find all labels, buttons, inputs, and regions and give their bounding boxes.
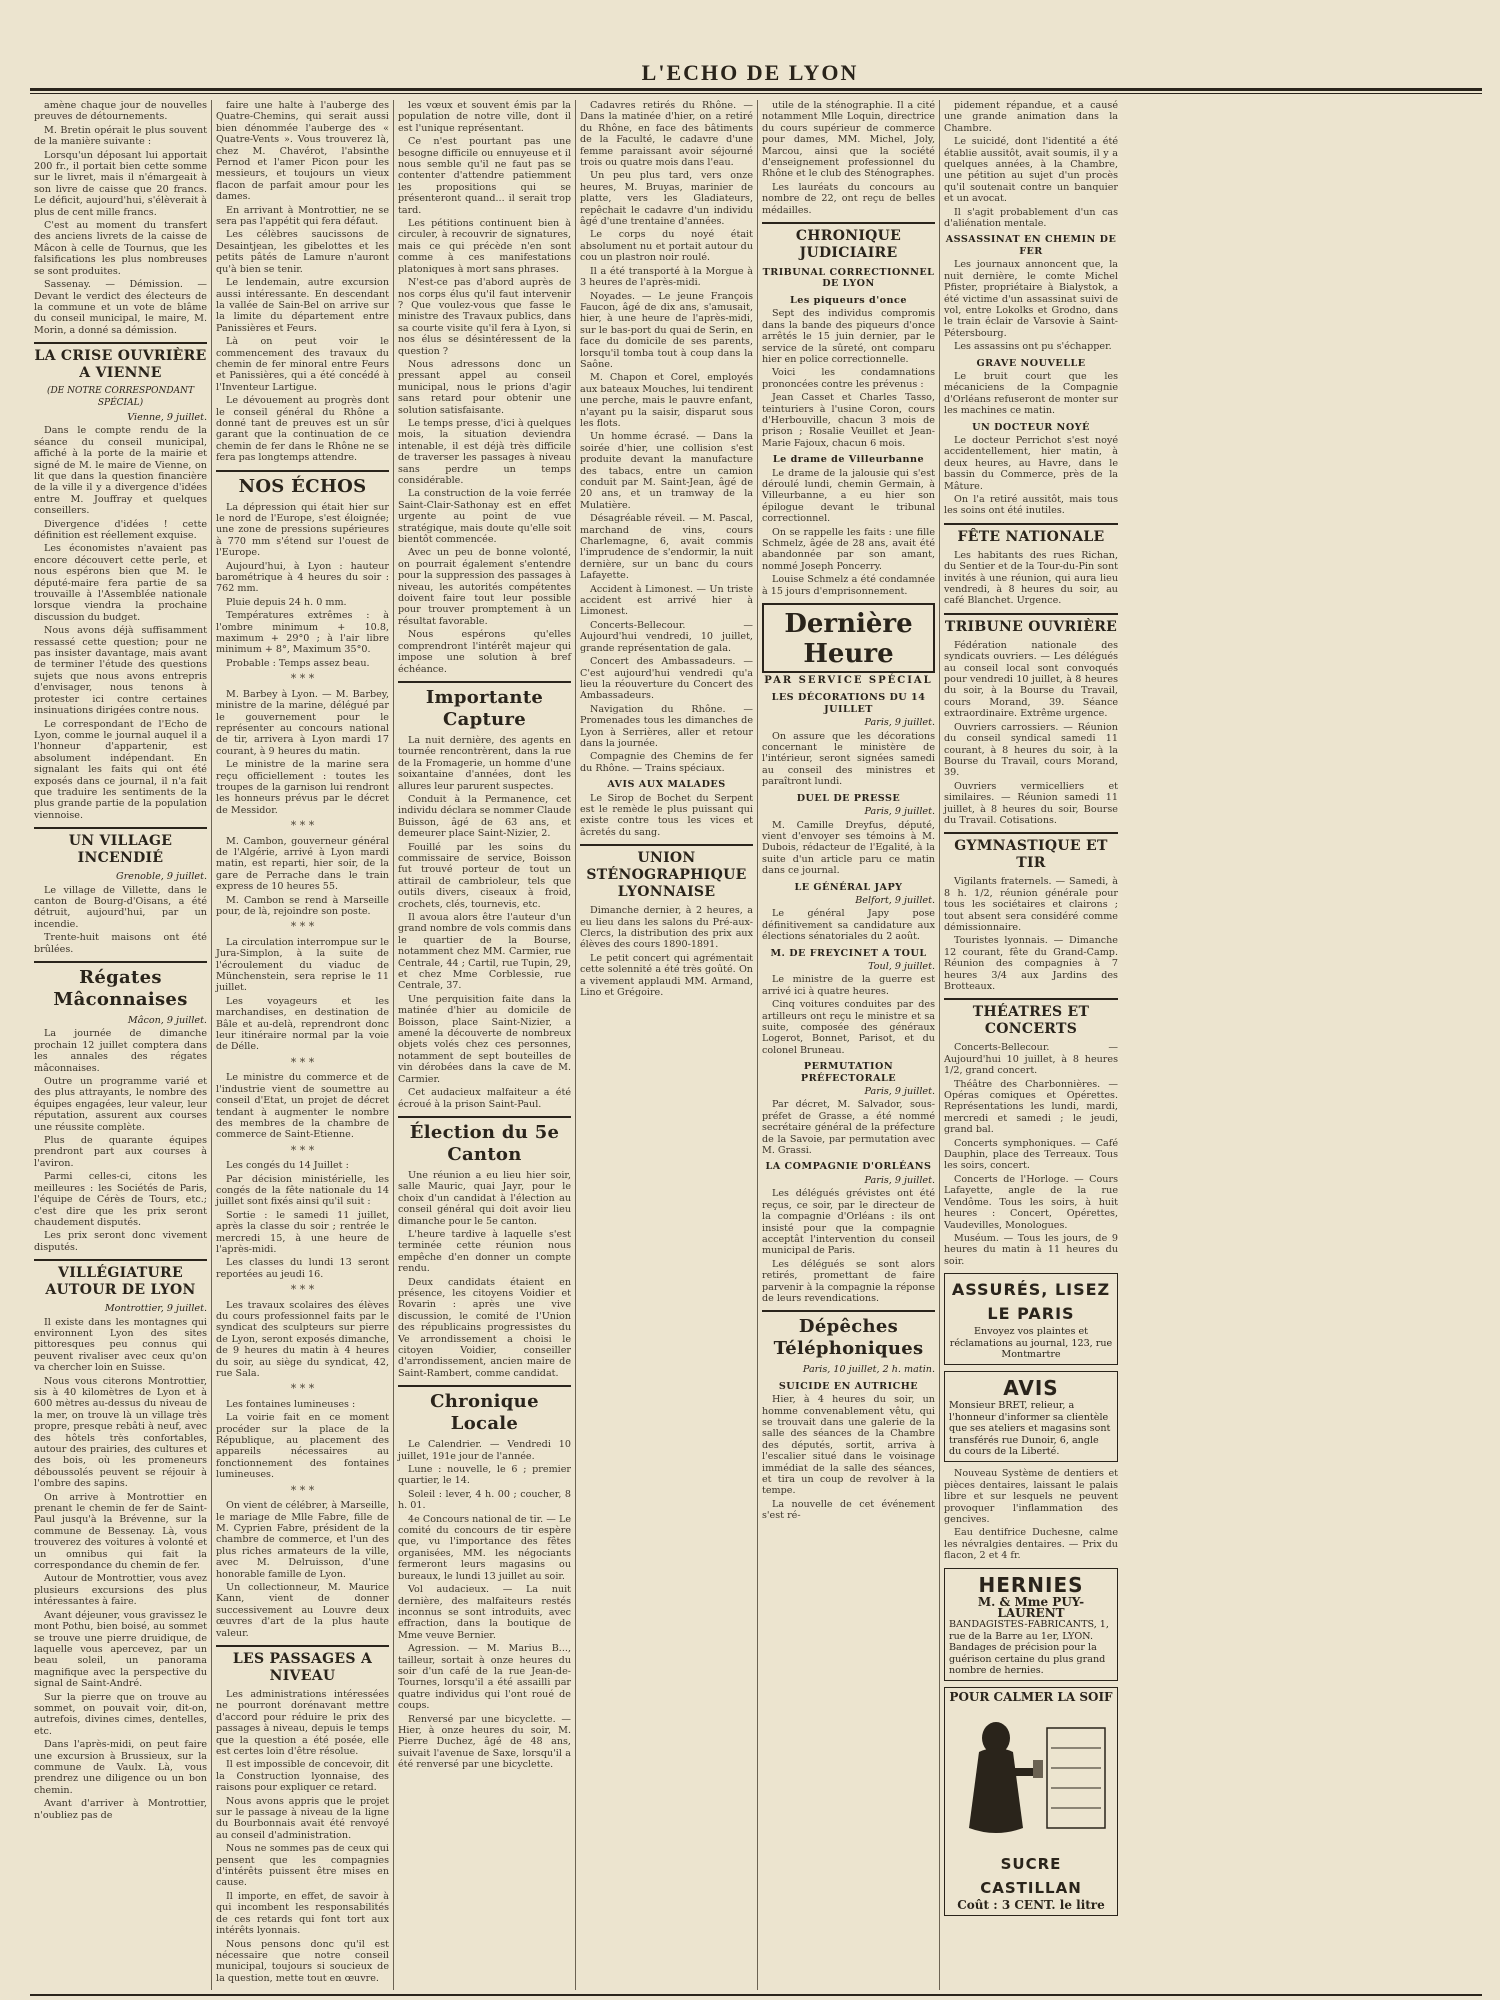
article-text: Un peu plus tard, vers onze heures, M. Bruyas, marinier de platte, vers les Gladiateurs, repêchait le cadavre d'un individu âgé d'une trentaine d'années.: [580, 170, 753, 228]
article-text: Une perquisition faite dans la matinée d'hier au domicile de Boisson, place Saint-Nizier, a amené la découverte de nombreux objets volés chez ces personnes, notamment de sept bouteilles de vin dérobées dans la cave de M. Carmier.: [398, 993, 571, 1085]
article-text: Un homme écrasé. — Dans la soirée d'hier, une collision s'est produite devant la manufacture des tabacs, entre un camion conduit par M. Saint-Jean, âgé de 20 ans, et un tramway de la Mulatière.: [580, 431, 753, 511]
article-text: Il importe, en effet, de savoir à qui incombent les responsabilités de ces retards qui font tort aux intérêts lyonnais.: [216, 1890, 389, 1937]
headline-tribune-ouvriere: TRIBUNE OUVRIÈRE: [944, 613, 1118, 636]
article-text: La voirie fait en ce moment procéder sur la place de la République, au placement des appareils nécessaires au fonctionnement des fontaines lumineuses.: [216, 1412, 389, 1481]
article-text: On vient de célébrer, à Marseille, le mariage de Mlle Fabre, fille de M. Cyprien Fabre, président de la chambre de commerce, et l'un des plus riches armateurs de la ville, avec M. Delruisson, d'une honorable famille de Lyon.: [216, 1500, 389, 1580]
article-text: Les administrations intéressées ne pourront dorénavant mettre d'accord pour réduire le prix des passages à niveau, depuis le temps que la question a été posée, elle est certes loin d'être résolue.: [216, 1688, 389, 1757]
article-text: Il a été transporté à la Morgue à 3 heures de l'après-midi.: [580, 265, 753, 289]
dateline: Paris, 9 juillet.: [864, 1174, 935, 1186]
ad-text: Monsieur BRET, relieur, a l'honneur d'informer sa clientèle que ses ateliers et magasins sont transférés rue Dunoir, 6, angle du cours de la Liberté.: [949, 1400, 1111, 1457]
article-text: Conduit à la Permanence, cet individu déclara se nommer Claude Buisson, âgé de 63 ans, et demeurer place Saint-Nizier, 2.: [398, 793, 571, 840]
headline-villegiature: VILLÉGIATURE AUTOUR DE LYON: [34, 1259, 207, 1299]
article-text: Nous avons déjà suffisamment ressassé cette question; pour ne pas insister davantage, mais avant de terminer l'étude des questions sujets que nous avons entrepris d'envisager, nous tenons à protester ici contre certaines insinuations dirigées contre nous.: [34, 625, 207, 717]
article-text: C'est au moment du transfert des anciens livrets de la caisse de Mâcon à celle de Tournus, que les falsifications les plus nombreuses se sont produites.: [34, 220, 207, 277]
article-text: Sortie : le samedi 11 juillet, après la classe du soir ; rentrée le mercredi 15, à une heure de l'après-midi.: [216, 1209, 389, 1255]
dateline: Mâcon, 9 juillet.: [127, 1015, 207, 1026]
article-text: Concerts symphoniques. — Café Dauphin, place des Terreaux. Tous les soirs, concert.: [944, 1137, 1118, 1172]
article-text: On l'a retiré aussitôt, mais tous les soins ont été inutiles.: [944, 494, 1118, 517]
headline-gymnastique-tir: GYMNASTIQUE ET TIR: [944, 832, 1118, 872]
column-5: [758, 100, 940, 1990]
article-text: Concert des Ambassadeurs. — C'est aujourd'hui vendredi qu'a lieu la réouverture du Concert des Ambassadeurs.: [580, 656, 753, 702]
page-bottom-rule: [30, 1994, 1482, 1996]
article-text: les vœux et souvent émis par la population de notre ville, dont il est l'unique représentant.: [398, 100, 571, 134]
article-text: Divergence d'idées ! cette définition est réellement exquise.: [34, 518, 207, 541]
article-text: Lune : nouvelle, le 6 ; premier quartier, le 14.: [398, 1464, 571, 1487]
article-text: Nous pensons donc qu'il est nécessaire que notre conseil municipal, toujours si soucieux de la question, mette tout en œuvre.: [216, 1938, 389, 1984]
dateline: Paris, 9 juillet.: [864, 717, 935, 729]
page-columns: [30, 100, 1484, 1990]
article-text: Agression. — M. Marius B..., tailleur, sortait à onze heures du soir d'un café de la rue Jean-de-Tournes, lorsqu'il a été assailli par quatre individus qui l'ont roué de coups.: [398, 1643, 571, 1712]
article-text: Lorsqu'un déposant lui apportait 200 fr., il portait bien cette somme sur le livret, mais il n'émargeait à son livre de caisse que 20 francs. Le déficit, aujourd'hui, s'élèverait à plus de cent mille francs.: [34, 149, 207, 218]
article-text: Sassenay. — Démission. — Devant le verdict des électeurs de la commune et un vote de blâme du conseil municipal, le maire, M. Morin, a donné sa démission.: [34, 279, 207, 336]
section-subtitle: DUEL DE PRESSE: [796, 792, 901, 804]
article-text: Une réunion a eu lieu hier soir, salle Mauric, quai Jayr, pour le choix d'un candidat à l'élection au conseil général qui doit avoir lieu dimanche pour le 5e canton.: [398, 1169, 571, 1227]
dateline: Belfort, 9 juillet.: [855, 894, 935, 906]
column-1: [30, 100, 212, 1990]
article-text: Ouvriers vermicelliers et similaires. — Réunion samedi 11 juillet, à 8 heures du soir, Bourse du Travail. Cotisations.: [944, 780, 1118, 826]
section-subtitle: Les piqueurs d'once: [790, 294, 907, 306]
article-text: Renversé par une bicyclette. — Hier, à onze heures du soir, M. Pierre Duchez, âgé de 48 ans, suivait l'avenue de Saxe, lorsqu'il a été renversé par une bicyclette.: [398, 1713, 571, 1771]
headline-election-canton: Élection du 5e Canton: [398, 1116, 571, 1166]
article-text: Nous vous citerons Montrottier, sis à 40 kilomètres de Lyon et à 600 mètres au-dessus du niveau de la mer, on trouve là un village très propre, presque rebâti à neuf, avec des hôtels très confortables, autour des prairies, des cultures et des bois, où les promeneurs déboussolés peuvent se réjouir à l'ombre des sapins.: [34, 1375, 207, 1490]
article-text: Cet audacieux malfaiteur a été écroué à la prison Saint-Paul.: [398, 1087, 571, 1110]
article-text: Les fontaines lumineuses :: [226, 1398, 356, 1410]
article-text: Voici les condamnations prononcées contre les prévenus :: [762, 367, 935, 390]
asterism-separator: * * *: [290, 920, 315, 934]
article-text: Par décret, M. Salvador, sous-préfet de Grasse, a été nommé secrétaire général de la préfecture de la Savoie, par permutation avec M. Grassi.: [762, 1099, 935, 1157]
ad-sucre-castillan: [944, 1687, 1118, 1916]
article-text: Parmi celles-ci, citons les meilleures : les Sociétés de Paris, l'équipe de Cérès de Tours, etc.; c'est dire que les prix seront chaudement disputés.: [34, 1171, 207, 1228]
article-text: Concerts-Bellecour. — Aujourd'hui 10 juillet, à 8 heures 1/2, grand concert.: [944, 1042, 1118, 1077]
article-text: On arrive à Montrottier en prenant le chemin de fer de Saint-Paul jusqu'à la Brévenne, sur la commune de Bessenay. Là, vous trouverez des voitures à volonté et un omnibus qui fait la correspondance du chemin de fer.: [34, 1491, 207, 1572]
section-subtitle: Le drame de Villeurbanne: [772, 454, 925, 466]
headline-village-incendie: UN VILLAGE INCENDIÉ: [34, 827, 207, 867]
dateline: Montrottier, 9 juillet.: [104, 1303, 207, 1315]
ad-assures: [944, 1273, 1118, 1365]
headline-regates: Régates Mâconnaises: [34, 961, 207, 1011]
article-text: Hier, à 4 heures du soir, un homme convenablement vêtu, qui se trouvait dans une galerie de la salle des séances de la Chambre des députés, sortit, arriva à l'escalier situé dans le voisinage immédiat de la salle des séances, et tira un coup de revolver à la tempe.: [762, 1394, 935, 1497]
article-text: Le ministre de la guerre est arrivé ici à quatre heures.: [762, 974, 935, 997]
dateline: Paris, 10 juillet, 2 h. matin.: [802, 1364, 935, 1376]
article-text: Les prix seront donc vivement disputés.: [34, 1230, 207, 1253]
monk-figure-icon: [949, 1708, 1113, 1848]
article-text: Les délégués grévistes ont été reçus, ce soir, par le directeur de la compagnie d'Orléans : ils ont insisté pour que la compagnie acceptât l'intervention du conseil municipal de Paris.: [762, 1188, 935, 1257]
article-text: Les économistes n'avaient pas encore découvert cette perle, et nous espérons bien que M. le député-maire fera partie de sa trouvaille à l'Assemblée nationale lorsque viendra la prochaine discussion du budget.: [34, 543, 207, 623]
article-text: Les voyageurs et les marchandises, en destination de Bâle et au-delà, reprendront donc leur itinéraire normal par la voie de Délle.: [216, 995, 389, 1053]
asterism-separator: * * *: [290, 1483, 315, 1497]
article-text: Autour de Montrottier, vous avez plusieurs excursions des plus intéressantes à faire.: [34, 1573, 207, 1608]
section-subtitle: PERMUTATION PRÉFECTORALE: [800, 1061, 897, 1084]
section-subtitle: SUICIDE EN AUTRICHE: [778, 1380, 919, 1392]
article-text: Ce n'est pourtant pas une besogne difficile ou ennuyeuse et il nous semble qu'il ne faut pas se contenter d'attendre patiemment les propositions qui se présenteront quand... il serait trop tard.: [398, 136, 571, 216]
headline-chronique-locale: Chronique Locale: [398, 1385, 571, 1435]
article-text: Le suicidé, dont l'identité a été établie aussitôt, avait soumis, il y a quelques années, à la Chambre, une pétition au sujet d'un procès qu'il soutenait contre un banquier et un avocat.: [944, 136, 1118, 205]
section-subtitle: UN DOCTEUR NOYÉ: [972, 421, 1090, 433]
derniere-heure-banner: Dernière Heure: [762, 603, 935, 673]
article-text: M. Camille Dreyfus, député, vient d'envoyer ses témoins à M. Dubois, rédacteur de l'Egalité, à la suite d'un article paru ce matin dans ce journal.: [762, 819, 935, 877]
article-text: Concerts-Bellecour. — Aujourd'hui vendredi, 10 juillet, grande représentation de gala.: [580, 619, 753, 654]
article-text: Il s'agit probablement d'un cas d'aliénation mentale.: [944, 206, 1118, 230]
article-text: Le ministre du commerce et de l'industrie vient de soumettre au conseil d'Etat, un projet de décret tendant à augmenter le nombre des membres de la chambre de commerce de Saint-Etienne.: [216, 1072, 389, 1141]
column-4: [576, 100, 758, 1990]
asterism-separator: * * *: [290, 1143, 315, 1157]
ad-title: SUCRE CASTILLAN: [980, 1854, 1082, 1897]
section-subtitle: LE GÉNÉRAL JAPY: [794, 881, 903, 893]
ad-text: Envoyez vos plaintes et réclamations au journal, 123, rue Montmartre: [949, 1326, 1113, 1360]
article-text: Le correspondant de l'Echo de Lyon, comme le journal auquel il a l'honneur d'appartenir, est absolument indépendant. En signalant les faits qui ont été exposés dans ce journal, il n'a fait que traduire les sentiments de la plus grande partie de la population viennoise.: [34, 718, 207, 821]
article-text: utile de la sténographie. Il a cité notamment Mlle Loquin, directrice du cours supérieur de commerce pour dames, MM. Michel, Joly, Marcou, ainsi que la société d'enseignement professionnel du Rhône et le club des Sténographes.: [762, 100, 935, 180]
section-subtitle: ASSASSINAT EN CHEMIN DE FER: [945, 234, 1117, 257]
article-text: On se rappelle les faits : une fille Schmelz, âgée de 28 ans, avait été abandonnée par son amant, nommé Joseph Poncerry.: [762, 526, 935, 572]
article-text: Les journaux annoncent que, la nuit dernière, le comte Michel Pfister, propriétaire à Bialystok, a été victime d'un assassinat suivi de vol, entre Lokolks et Grodno, dans le train éclair de Varsovie à Saint-Pétersbourg.: [944, 259, 1118, 339]
weather-text: Températures extrêmes : à l'ombre minimum + 10.8, maximum + 29°0 ; à l'air libre minimum + 8°, Maximum 35°0.: [216, 610, 389, 656]
headline-passages-niveau: LES PASSAGES A NIVEAU: [216, 1645, 389, 1685]
article-text: Trente-huit maisons ont été brûlées.: [34, 932, 207, 955]
article-text: N'est-ce pas d'abord auprès de nos corps élus qu'il faut intervenir ? Que voulez-vous que fasse le ministre des Travaux publics, dans sa courte visite qu'il fera à Lyon, si nos élus se désintéressent de la question ?: [398, 277, 571, 357]
article-text: Louise Schmelz a été condamnée à 15 jours d'emprisonnement.: [762, 574, 935, 597]
article-text: Plus de quarante équipes prendront part aux courses à l'aviron.: [34, 1135, 207, 1169]
article-text: amène chaque jour de nouvelles preuves de détournements.: [34, 100, 207, 123]
asterism-separator: * * *: [290, 672, 315, 686]
article-text: Les travaux scolaires des élèves du cours professionnel faits par le syndicat des sculpteurs sur pierre de Lyon, seront exposés dimanche, de 9 heures du matin à 4 heures du soir, au siège du syndicat, 42, rue Sala.: [216, 1299, 389, 1380]
ad-title: ASSURÉS, LISEZ LE PARIS: [951, 1280, 1111, 1324]
article-text: Fouillé par les soins du commissaire de service, Boisson fut trouvé porteur de tout un attirail de cambrioleur, tels que outils divers, ciseaux à froid, crochets, clés, tournevis, etc.: [398, 841, 571, 910]
article-text: Le Sirop de Bochet du Serpent est le remède le plus puissant qui existe contre tous les vices et âcretés du sang.: [580, 792, 753, 838]
article-text: Jean Casset et Charles Tasso, teinturiers à l'usine Coron, cours d'Herbouville, chacun 3 mois de prison ; Rosalie Veuillet et Jean-Marie Fajoux, chacun 6 mois.: [762, 392, 935, 449]
article-text: Nous adressons donc un pressant appel au conseil municipal, nous le prions d'agir sans retard pour obtenir une solution satisfaisante.: [398, 358, 571, 416]
asterism-separator: * * *: [290, 1382, 315, 1396]
article-text: Le temps presse, d'ici à quelques mois, la situation deviendra intenable, il est déjà très difficile de traverser les passages à niveau sans perdre un temps considérable.: [398, 417, 571, 486]
weather-text: Aujourd'hui, à Lyon : hauteur barométrique à 4 heures du soir : 762 mm.: [216, 560, 389, 595]
article-text: La construction de la voie ferrée Saint-Clair-Sathonay est en effet urgente au point de vue stratégique, mais doute qu'elle soit bientôt commencée.: [398, 488, 571, 546]
article-text: Le docteur Perrichot s'est noyé accidentellement, hier matin, à deux heures, au Havre, dans le bassin du Commerce, près de la Mâture.: [944, 434, 1118, 492]
ad-title: AVIS: [1003, 1376, 1059, 1401]
ad-price: Coût : 3 CENT. le litre: [957, 1897, 1105, 1912]
article-text: Navigation du Rhône. — Promenades tous les dimanches de Lyon à Serrières, aller et retour dans la journée.: [580, 703, 753, 749]
article-text: La nouvelle de cet événement s'est ré-: [762, 1498, 935, 1522]
article-text: Nouveau Système de dentiers et pièces dentaires, laissant le palais libre et sur lesquels ne peuvent provoquer l'inflammation des gencives.: [944, 1468, 1118, 1525]
headline-depeches-telephoniques: Dépêches Téléphoniques: [762, 1310, 935, 1360]
article-text: En arrivant à Montrottier, ne se sera pas l'appétit qui fera défaut.: [216, 204, 389, 228]
article-text: Les délégués se sont alors retirés, promettant de faire parvenir à la compagnie la réponse de leurs revendications.: [762, 1258, 935, 1304]
article-text: Compagnie des Chemins de fer du Rhône. — Trains spéciaux.: [580, 751, 753, 774]
asterism-separator: * * *: [290, 819, 315, 833]
dateline: Grenoble, 9 juillet.: [116, 871, 207, 883]
ad-title: HERNIES: [978, 1572, 1084, 1597]
article-text: Muséum. — Tous les jours, de 9 heures du matin à 11 heures du soir.: [944, 1232, 1118, 1267]
article-text: Les habitants des rues Richan, du Sentier et de la Tour-du-Pin sont invités à une réunion, qui aura lieu vendredi, à 8 heures du soir, au café Blanchet. Urgence.: [944, 549, 1118, 607]
ad-subtitle: M. & Mme PUY-LAURENT: [977, 1594, 1085, 1621]
section-subtitle: LA COMPAGNIE D'ORLÉANS: [765, 1161, 932, 1173]
article-text: Eau dentifrice Duchesne, calme les névralgies dentaires. — Prix du flacon, 2 et 4 fr.: [944, 1527, 1118, 1562]
headline-avis-malades: AVIS AUX MALADES: [607, 779, 726, 791]
article-text: M. Cambon, gouverneur général de l'Algérie, arrivé à Lyon mardi matin, est reparti, hier soir, de la gare de Perrache dans le train express de 10 heures 55.: [216, 835, 389, 893]
article-text: Noyades. — Le jeune François Faucon, âgé de dix ans, s'amusait, hier, à une heure de l'après-midi, sur le bas-port du quai de Serin, en face du domicile de ses parents, lorsqu'il tomba tout à coup dans la Saône.: [580, 290, 753, 370]
article-text: Les classes du lundi 13 seront reportées au jeudi 16.: [216, 1257, 389, 1280]
article-text: Avant d'arriver à Montrottier, n'oubliez pas de: [34, 1798, 207, 1821]
article-text: pidement répandue, et a causé une grande animation dans la Chambre.: [944, 100, 1118, 134]
article-text: Dans l'après-midi, on peut faire une excursion à Brussieux, sur la commune de Vaulx. Là, vous prendrez une diligence ou un bon chemin.: [34, 1739, 207, 1796]
article-text: Par décision ministérielle, les congés de la fête nationale du 14 juillet sont fixés ainsi qu'il suit :: [216, 1173, 389, 1208]
article-text: Accident à Limonest. — Un triste accident est arrivé hier à Limonest.: [580, 583, 753, 618]
headline-importante-capture: Importante Capture: [398, 681, 571, 731]
article-text: Les célèbres saucissons de Desaintjean, les gibelottes et les petits pâtés de Lamure n'auront qu'à bien se tenir.: [216, 229, 389, 275]
article-text: Touristes lyonnais. — Dimanche 12 courant, fête du Grand-Camp. Réunion des compagnies à 7 heures 3/4 aux Jardins des Brotteaux.: [944, 935, 1118, 992]
article-text: Nous avons appris que le projet sur le passage à niveau de la ligne du Bourbonnais avait été renvoyé au conseil d'administration.: [216, 1795, 389, 1841]
headline-theatres-concerts: THÉATRES ET CONCERTS: [944, 998, 1118, 1038]
article-text: faire une halte à l'auberge des Quatre-Chemins, qui serait aussi bien dénommée l'auberge des « Quatre-Vents ». Vous trouverez là, chez M. Chavérot, l'absinthe Pernod et l'amer Picon pour les messieurs, et toujours un vieux flacon de parfait amour pour les dames.: [216, 100, 389, 203]
derniere-heure-subtitle: PAR SERVICE SPÉCIAL: [764, 675, 933, 687]
headline-nos-echos: NOS ÉCHOS: [216, 470, 389, 498]
article-text: Dimanche dernier, à 2 heures, a eu lieu dans les salons du Pré-aux-Clercs, la distribution des prix aux élèves des cours 1890-1891.: [580, 905, 753, 951]
article-text: Un collectionneur, M. Maurice Kann, vient de donner successivement au Louvre deux œuvres d'art de la plus haute valeur.: [216, 1581, 389, 1639]
article-text: Les pétitions continuent bien à circuler, à recouvrir de signatures, mais ce qui précède n'en sont comme à ces manifestations platoniques à mort sans phrases.: [398, 218, 571, 275]
weather-text: Probable : Temps assez beau.: [226, 657, 370, 669]
article-text: M. Cambon se rend à Marseille pour, de là, rejoindre son poste.: [216, 894, 389, 917]
article-text: 4e Concours national de tir. — Le comité du concours de tir espère que, vu l'importance des fêtes organisées, MM. les négociants fermeront leurs magasins ou bureaux, le lundi 13 juillet au soir.: [398, 1513, 571, 1582]
article-text: M. Chapon et Corel, employés aux bateaux Mouches, lui tendirent une perche, mais le pauvre enfant, n'ayant pu la saisir, disparut sous les flots.: [580, 372, 753, 429]
article-text: Avec un peu de bonne volonté, on pourrait également s'entendre pour la suppression des passages à niveau, les autorités compétentes doivent faire tout leur possible pour trouver promptement à un résultat favorable.: [398, 547, 571, 627]
article-text: Nous ne sommes pas de ceux qui pensent que les compagnies d'intérêts puissent être mises en cause.: [216, 1843, 389, 1889]
newspaper-title: L'ECHO DE LYON: [641, 60, 859, 85]
dateline: Vienne, 9 juillet.: [127, 411, 207, 423]
article-text: Il existe dans les montagnes qui environnent Lyon des sites pittoresques peu connus qui peuvent rivaliser avec ceux qu'on va chercher loin en Suisse.: [34, 1316, 207, 1374]
article-text: M. Barbey à Lyon. — M. Barbey, ministre de la marine, délégué par le gouvernement pour le représenter au concours national de tir, arrivera à Lyon mardi 17 courant, à 9 heures du matin.: [216, 688, 389, 757]
article-text: Théâtre des Charbonnières. — Opéras comiques et Opérettes. Représentations les lundi, mardi, mercredi et samedi ; le jeudi, grand bal.: [944, 1078, 1118, 1136]
article-text: Vigilants fraternels. — Samedi, à 8 h. 1/2, réunion générale pour tous les sociétaires et clairons ; tout absent sera considéré comme démissionnaire.: [944, 876, 1118, 933]
article-text: La circulation interrompue sur le Jura-Simplon, à la suite de l'écroulement du viaduc de Münchenstein, sera reprise le 11 juillet.: [216, 936, 389, 994]
article-text: Le dévouement au progrès dont le conseil général du Rhône a donné tant de preuves est un sûr garant que la continuation de ce chemin de fer dans le Rhône ne se fera pas longtemps attendre.: [216, 395, 389, 464]
article-text: Les congés du 14 Juillet :: [226, 1160, 349, 1172]
column-3: [394, 100, 576, 1990]
ad-text: BANDAGISTES-FABRICANTS, 1, rue de la Barre au 1er, LYON. Bandages de précision pour la guérison certaine du plus grand nombre de hernies.: [949, 1619, 1109, 1677]
column-6: [940, 100, 1122, 1990]
article-text: La journée de dimanche prochain 12 juillet comptera dans les annales des régates mâconnaises.: [34, 1028, 207, 1074]
headline-chronique-judiciaire: CHRONIQUE JUDICIAIRE: [762, 222, 935, 262]
article-text: Nous espérons qu'elles comprendront l'intérêt majeur qui impose une solution à bref échéance.: [398, 629, 571, 675]
weather-text: Pluie depuis 24 h. 0 mm.: [226, 596, 347, 608]
article-text: Le drame de la jalousie qui s'est déroulé lundi, chemin Germain, à Villeurbanne, a eu hier son épilogue devant le tribunal correctionnel.: [762, 467, 935, 525]
article-text: Dans le compte rendu de la séance du conseil municipal, affiché à la porte de la mairie et signé de M. le maire de Vienne, on lit que dans la question financière de la ville il y a divergence d'idées entre M. Jouffray et quelques conseillers.: [34, 425, 207, 517]
article-text: Sept des individus compromis dans la bande des piqueurs d'once arrêtés le 15 juin dernier, par le service de la sûreté, ont comparu hier en police correctionnelle.: [762, 308, 935, 365]
section-subtitle: TRIBUNAL CORRECTIONNEL DE LYON: [762, 267, 935, 290]
article-text: Le général Japy pose définitivement sa candidature aux élections sénatoriales du 2 août.: [762, 908, 935, 943]
section-subtitle: GRAVE NOUVELLE: [976, 357, 1086, 369]
headline-union-stenographique: UNION STÉNOGRAPHIQUE LYONNAISE: [580, 844, 753, 901]
article-text: Le ministre de la marine sera reçu officiellement : toutes les troupes de la garnison lui rendront les honneurs prévus par le décret de Messidor.: [216, 759, 389, 816]
article-text: Cadavres retirés du Rhône. — Dans la matinée d'hier, on a retiré du Rhône, en face des bâtiments de la Faculté, le cadavre d'une femme paraissant avoir séjourné trois ou quatre mois dans l'eau.: [580, 100, 753, 169]
article-text: Le Calendrier. — Vendredi 10 juillet, 191e jour de l'année.: [398, 1439, 571, 1462]
article-text: Le corps du noyé était absolument nu et portait autour du cou un plastron noir roulé.: [580, 229, 753, 264]
article-text: Les assassins ont pu s'échapper.: [954, 341, 1112, 353]
section-subtitle: M. DE FREYCINET A TOUL: [770, 947, 927, 959]
article-text: Fédération nationale des syndicats ouvriers. — Les délégués au conseil local sont convoqués pour vendredi 10 juillet, à 8 heures du soir, à la Bourse du Travail, cours Morand, 39. Séance extraordinaire. Extrême urgence.: [944, 639, 1118, 720]
asterism-separator: * * *: [290, 1055, 315, 1069]
article-text: Deux candidats étaient en présence, les citoyens Voidier et Rovarin : après une vive discussion, le comité de l'Union des républicains progressistes du Ve arrondissement a choisi le citoyen Voidier, conseiller d'arrondissement, ancien maire de Saint-Rambert, comme candidat.: [398, 1276, 571, 1379]
article-text: Le village de Villette, dans le canton de Bourg-d'Oisans, a été détruit, aujourd'hui, par un incendie.: [34, 884, 207, 930]
masthead-rule: [30, 88, 1482, 94]
article-text: Avant déjeuner, vous gravissez le mont Pothu, bien boisé, au sommet se trouve une pierre druidique, de laquelle vous apercevez, par un beau soleil, un panorama magnifique avec la perspective du signal de Saint-André.: [34, 1609, 207, 1690]
article-text: Ouvriers carrossiers. — Réunion du conseil syndical samedi 11 courant, à 8 heures du soir, à la Bourse du Travail, cours Morand, 39.: [944, 721, 1118, 779]
article-text: M. Bretin opérait le plus souvent de la manière suivante :: [34, 124, 207, 148]
article-text: Les lauréats du concours au nombre de 22, ont reçu de belles médailles.: [762, 181, 935, 216]
article-text: Désagréable réveil. — M. Pascal, marchand de vins, cours Charlemagne, 6, avait commis l'imprudence de s'endormir, la nuit dernière, sur un banc du cours Lafayette.: [580, 513, 753, 582]
dateline: Toul, 9 juillet.: [868, 960, 935, 972]
ad-hernies: [944, 1568, 1118, 1682]
dateline: Paris, 9 juillet.: [864, 806, 935, 818]
article-text: La dépression qui était hier sur le nord de l'Europe, s'est éloignée; une zone de pressions supérieures à 770 mm s'étend sur l'ouest de l'Europe.: [216, 501, 389, 559]
article-text: Soleil : lever, 4 h. 00 ; coucher, 8 h. 01.: [398, 1488, 571, 1512]
article-text: Il avoua alors être l'auteur d'un grand nombre de vols commis dans le quartier de la Bourse, notamment chez MM. Carmier, rue Centrale, 44 ; Cartil, rue Tupin, 29, et chez Mme Corblessie, rue Centrale, 37.: [398, 912, 571, 992]
correspondent-note: (DE NOTRE CORRESPONDANT SPÉCIAL): [46, 386, 195, 408]
article-text: L'heure tardive à laquelle s'est terminée cette réunion nous empêche d'en donner un compte rendu.: [398, 1228, 571, 1275]
ad-avis: [944, 1371, 1118, 1462]
article-text: Concerts de l'Horloge. — Cours Lafayette, angle de la rue Vendôme. Tous les soirs, à huit heures : Concert, Opérettes, Vaudevilles, Monologues.: [944, 1173, 1118, 1231]
article-text: Le petit concert qui agrémentait cette solennité a été très goûté. On a vivement applaudi MM. Armand, Lino et Grégoire.: [580, 952, 753, 999]
monk-illustration: [949, 1708, 1113, 1848]
article-text: Là on peut voir le commencement des travaux du chemin de fer minoral entre Feurs et Panissières, qui a été concédé à l'Inventeur Lartigue.: [216, 336, 389, 393]
asterism-separator: * * *: [290, 1283, 315, 1297]
article-text: Sur la pierre que on trouve au sommet, on pouvait voir, dit-on, autrefois, divines cimes, dentelles, etc.: [34, 1691, 207, 1737]
masthead: [0, 0, 1500, 92]
ad-subtitle: POUR CALMER LA SOIF: [949, 1690, 1113, 1705]
article-text: On assure que les décorations concernant le ministère de l'intérieur, seront signées samedi au conseil des ministres et paraîtront lundi.: [762, 730, 935, 788]
article-text: Outre un programme varié et des plus attrayants, le nombre des équipes engagées, leur valeur, leur réputation, assurent aux courses une réussite complète.: [34, 1076, 207, 1133]
section-subtitle: LES DÉCORATIONS DU 14 JUILLET: [771, 692, 926, 715]
article-text: Il est impossible de concevoir, dit la Construction lyonnaise, des raisons pour expliquer ce retard.: [216, 1759, 389, 1794]
headline-fete-nationale: FÊTE NATIONALE: [944, 523, 1118, 546]
column-2: [212, 100, 394, 1990]
article-text: Vol audacieux. — La nuit dernière, des malfaiteurs restés inconnus se sont introduits, avec effraction, dans la boutique de Mme veuve Bernier.: [398, 1584, 571, 1641]
dateline: Paris, 9 juillet.: [864, 1086, 935, 1098]
article-text: Cinq voitures conduites par des artilleurs ont reçu le ministre et sa suite, composée des généraux Logerot, Bonnet, Parisot, et du colonel Bruneau.: [762, 999, 935, 1056]
headline-crise-ouvriere: LA CRISE OUVRIÈRE A VIENNE: [34, 342, 207, 382]
article-text: Le lendemain, autre excursion aussi intéressante. En descendant la vallée de Sain-Bel on arrive sur la limite du département entre Panissières et Feurs.: [216, 277, 389, 334]
article-text: La nuit dernière, des agents en tournée rencontrèrent, dans la rue de la Fromagerie, un homme d'une soixantaine d'années, dont les allures leur parurent suspectes.: [398, 734, 571, 792]
article-text: Le bruit court que les mécaniciens de la Compagnie d'Orléans refuseront de monter sur les machines ce matin.: [944, 370, 1118, 417]
